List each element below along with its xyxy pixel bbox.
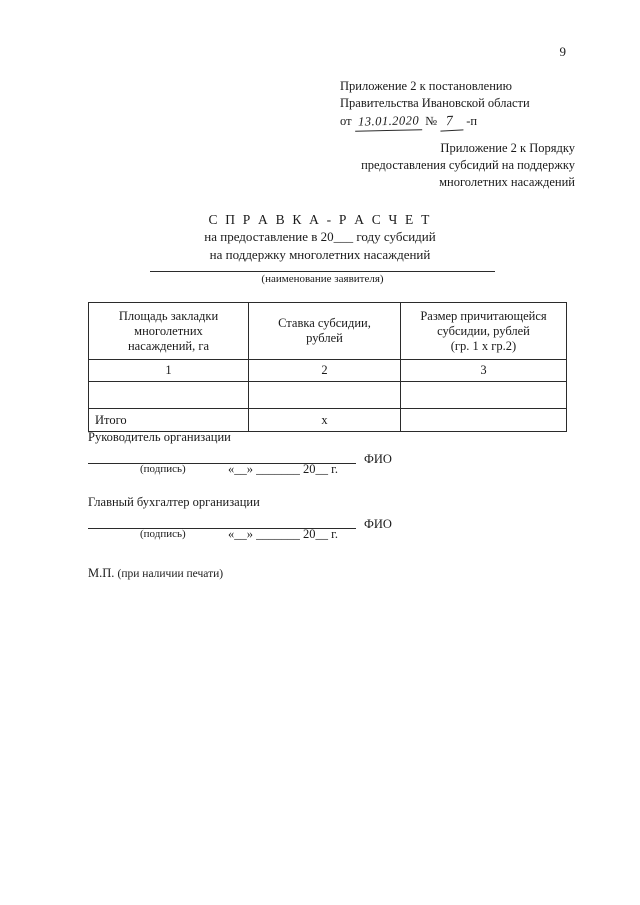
header-line: насаждений, га xyxy=(127,338,210,353)
appendix-decree-block xyxy=(340,78,570,131)
applicant-name-caption: (наименование заявителя) xyxy=(261,273,384,285)
table-header-cell-area xyxy=(89,303,249,360)
header-line: Размер причитающейся xyxy=(420,308,547,323)
data-cell-rate[interactable] xyxy=(249,382,401,409)
table-header-cell-rate xyxy=(249,303,401,360)
header-line: Площадь закладки xyxy=(118,308,219,323)
stamp-note-suffix: (при наличии печати) xyxy=(117,568,224,580)
signature-date-head: «__» _______ 20__ г. xyxy=(228,462,338,476)
column-number-cell: 3 xyxy=(401,360,567,382)
document-subtitle-line-2: на поддержку многолетних насаждений xyxy=(209,247,431,262)
calculation-table xyxy=(88,302,567,432)
stamp-note xyxy=(88,566,223,581)
from-label: от xyxy=(340,114,352,128)
signature-title-head: Руководитель организации xyxy=(88,430,231,444)
applicant-name-rule xyxy=(150,270,495,272)
appendix-order-line-1: Приложение 2 к Порядку xyxy=(440,141,575,155)
document-title: С П Р А В К А - Р А С Ч Е Т xyxy=(208,212,432,227)
decree-number-value: 7 xyxy=(440,112,464,131)
header-line: (гр. 1 х гр.2) xyxy=(450,338,517,353)
header-line: субсидии, рублей xyxy=(437,323,530,338)
number-suffix: -п xyxy=(466,114,478,128)
decree-date-value: 13.01.2020 xyxy=(355,112,423,131)
page-number: 9 xyxy=(559,44,566,59)
table-header-row xyxy=(89,303,567,360)
appendix-decree-line-2: Правительства Ивановской области xyxy=(340,96,530,110)
signature-fio-accountant: ФИО xyxy=(364,517,392,531)
data-cell-area[interactable] xyxy=(89,382,249,409)
appendix-order-line-2: предоставления субсидий на поддержку xyxy=(361,158,575,172)
table-column-number-row xyxy=(89,360,567,382)
header-line: Ставка субсидии, xyxy=(278,316,371,330)
signature-date-accountant: «__» _______ 20__ г. xyxy=(228,527,338,541)
number-label: № xyxy=(425,114,437,128)
column-number-cell: 2 xyxy=(249,360,401,382)
signature-fio-head: ФИО xyxy=(364,452,392,466)
appendix-order-block xyxy=(303,140,575,191)
header-line: многолетних xyxy=(134,323,203,338)
signature-title-accountant: Главный бухгалтер организации xyxy=(88,495,260,509)
table-total-row xyxy=(89,409,567,432)
total-rate-cell: х xyxy=(249,409,401,432)
column-number-cell: 1 xyxy=(89,360,249,382)
appendix-decree-line-1: Приложение 2 к постановлению xyxy=(340,79,512,93)
decree-date-line xyxy=(340,113,570,131)
signature-caption-accountant: (подпись) xyxy=(140,528,186,540)
document-subtitle xyxy=(0,228,640,264)
table-row xyxy=(89,382,567,409)
total-amount-cell[interactable] xyxy=(401,409,567,432)
header-line: рублей xyxy=(306,331,343,345)
total-label-cell: Итого xyxy=(89,409,249,432)
appendix-order-line-3: многолетних насаждений xyxy=(439,175,575,189)
stamp-note-prefix: М.П. xyxy=(88,566,115,580)
data-cell-amount[interactable] xyxy=(401,382,567,409)
table-header-cell-amount xyxy=(401,303,567,360)
signature-caption-head: (подпись) xyxy=(140,463,186,475)
document-subtitle-line-1: на предоставление в 20___ году субсидий xyxy=(204,229,436,244)
